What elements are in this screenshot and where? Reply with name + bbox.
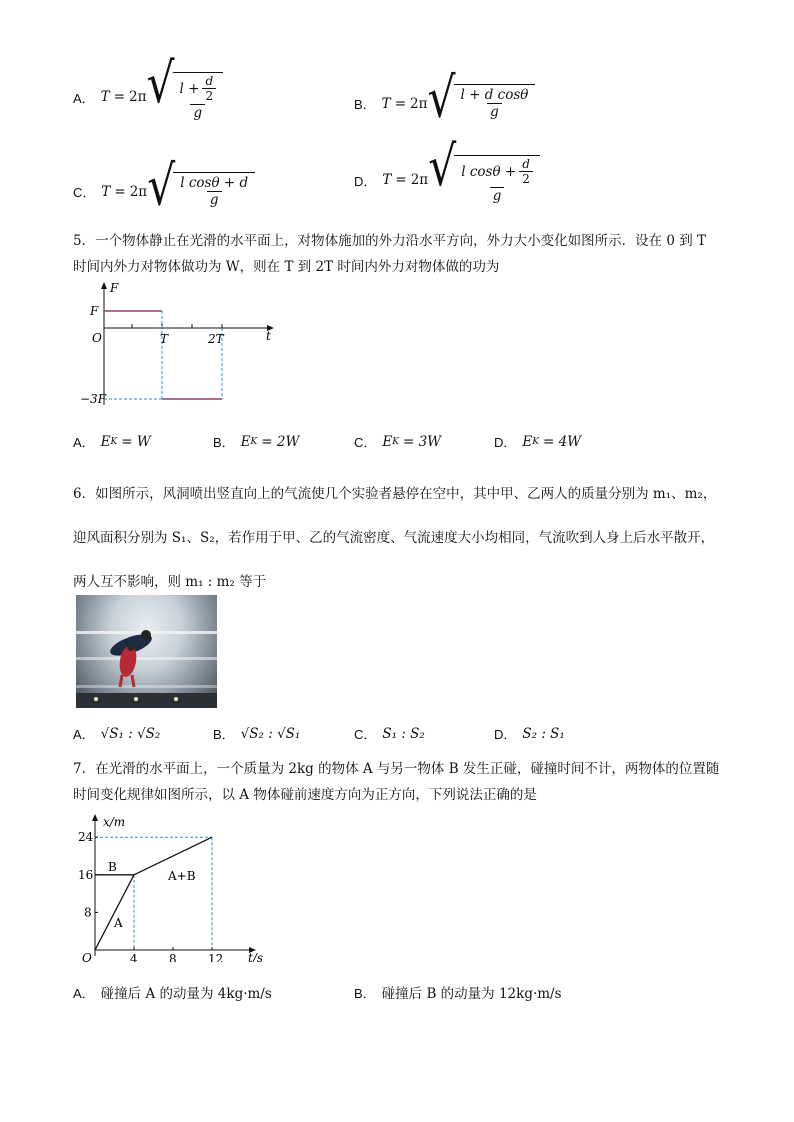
option-text: 碰撞后 A 的动量为 4kg·m/s xyxy=(100,986,272,1002)
option-symbol: E xyxy=(382,433,393,450)
x-tick-label-2t: 2T xyxy=(208,332,224,346)
q4-option-d: D． T = 2π √ l cosθ + $\frac{d}{2}$ g xyxy=(354,155,540,205)
y-tick-label: 8 xyxy=(84,905,92,920)
formula-numerator: l + d cosθ xyxy=(460,87,529,103)
formula-coef: 2π xyxy=(129,183,148,200)
q7-line-1: 7．在光滑的水平面上，一个质量为 2kg 的物体 A 与另一物体 B 发生正碰，碰撞时间不计，两物体的位置随 xyxy=(73,761,720,777)
option-text: S₂ : S₁ xyxy=(522,725,565,742)
option-value: = 2W xyxy=(261,433,300,450)
sqrt-expression: √ l cosθ + $\frac{d}{2}$ g xyxy=(428,155,540,205)
series-label-a: A xyxy=(114,916,123,930)
option-label: D． xyxy=(354,173,377,189)
option-value: = 4W xyxy=(542,433,582,450)
option-subscript: K xyxy=(392,436,399,447)
series-label-b: B xyxy=(108,860,117,874)
q5-stem xyxy=(73,228,733,280)
option-label: B． xyxy=(213,435,235,450)
inner-numerator: d xyxy=(522,157,530,171)
q6-option-d xyxy=(494,724,565,743)
origin-label: O xyxy=(82,951,92,962)
option-label: C． xyxy=(73,185,96,201)
q5-option-c xyxy=(354,432,441,451)
formula-numerator: l cosθ + xyxy=(461,164,517,181)
option-label: B． xyxy=(354,97,376,113)
q7-position-time-graph xyxy=(76,810,276,962)
formula-lhs: T xyxy=(382,172,392,189)
formula-coef: 2π xyxy=(410,172,429,189)
option-label: C． xyxy=(354,727,377,742)
formula-coef: 2π xyxy=(410,95,428,112)
option-label: A． xyxy=(73,435,95,450)
x-tick-label: 4 xyxy=(130,952,138,962)
option-value: = W xyxy=(121,433,151,450)
q6-line-3: 两人互不影响，则 m₁ : m₂ 等于 xyxy=(73,574,267,590)
flyers-figure xyxy=(76,595,217,708)
y-axis-arrow xyxy=(101,282,107,289)
q6-line-1: 6．如图所示，风洞喷出竖直向上的气流使几个实验者悬停在空中，其中甲、乙两人的质量分别为 m₁、m₂， xyxy=(73,486,717,502)
q7-line-2: 时间变化规律如图所示，以 A 物体碰前速度方向为正方向，下列说法正确的是 xyxy=(73,787,537,803)
formula-denominator: g xyxy=(490,187,505,206)
formula-denominator: g xyxy=(207,191,222,210)
q5-option-b xyxy=(213,432,299,451)
series-line-a xyxy=(95,875,134,950)
sqrt-expression: √ $\frac{\text{l cosθ + d}}{g}$ xyxy=(147,172,255,212)
origin-label: O xyxy=(92,331,102,345)
q6-option-a xyxy=(73,724,160,743)
inner-denominator: 2 xyxy=(519,171,533,186)
option-label: A． xyxy=(73,90,95,106)
option-symbol: E xyxy=(240,433,251,450)
option-symbol: E xyxy=(100,433,111,450)
option-value: = 3W xyxy=(402,433,442,450)
x-tick-label: 12 xyxy=(208,952,224,962)
option-text: S₁ : S₂ xyxy=(382,725,425,742)
option-label: A． xyxy=(73,985,95,1001)
y-tick-label-neg3f: −3F xyxy=(80,392,107,406)
q5-line-1: 5．一个物体静止在光滑的水平面上，对物体施加的外力沿水平方向，外力大小变化如图所示．设在 0 到 T xyxy=(73,233,707,249)
formula-denominator: g xyxy=(190,104,205,123)
q5-line-2: 时间内外力对物体做功为 W，则在 T 到 2T 时间内外力对物体做的功为 xyxy=(73,259,500,275)
formula-numerator: l cosθ + d xyxy=(180,175,249,191)
x-tick-label: 8 xyxy=(169,952,177,962)
q6-option-b xyxy=(213,724,300,743)
sqrt-expression: √ $\frac{\text{l + d cosθ}}{g}$ xyxy=(427,84,535,124)
y-axis-label: F xyxy=(110,281,119,295)
inner-numerator: d xyxy=(205,74,214,88)
formula-numerator: l + xyxy=(179,81,200,98)
formula-coef: 2π xyxy=(129,89,147,106)
y-axis-arrow xyxy=(92,814,98,821)
q6-line-2: 迎风面积分别为 S₁、S₂，若作用于甲、乙的气流密度、气流速度大小均相同，气流吹到人身上后水平散开， xyxy=(73,530,715,546)
option-label: B． xyxy=(354,985,376,1001)
option-label: A． xyxy=(73,727,95,742)
option-label: C． xyxy=(354,435,377,450)
q5-option-a xyxy=(73,432,151,451)
option-text: 碰撞后 B 的动量为 12kg·m/s xyxy=(381,986,562,1002)
formula-denominator: g xyxy=(487,103,502,122)
x-tick-label-t: T xyxy=(160,332,169,346)
option-label: D． xyxy=(494,435,517,450)
q7-option-a xyxy=(73,982,272,1002)
formula-lhs: T xyxy=(101,183,111,200)
q7-stem xyxy=(73,756,733,808)
y-tick-label: 16 xyxy=(78,867,94,882)
option-label: D． xyxy=(494,727,517,742)
y-tick-label-f: F xyxy=(90,304,99,318)
x-axis-label: t xyxy=(266,329,271,343)
q4-option-b: B． T = 2π √ $\frac{\text{l + d cosθ}}{g}$ xyxy=(354,84,535,124)
sqrt-expression: √ l + $\frac{d}{2}$ g xyxy=(146,72,223,122)
x-axis-label: t/s xyxy=(248,951,264,962)
option-text: √S₂ : √S₁ xyxy=(240,725,301,742)
formula-lhs: T xyxy=(381,95,391,112)
option-text: √S₁ : √S₂ xyxy=(100,725,161,742)
q5-force-graph xyxy=(80,280,280,410)
series-label-ab: A+B xyxy=(168,869,196,883)
q6-stem xyxy=(73,472,733,604)
option-subscript: K xyxy=(532,436,539,447)
inner-denominator: 2 xyxy=(202,88,216,103)
option-subscript: K xyxy=(250,436,258,447)
y-axis-label: x/m xyxy=(103,815,126,829)
q5-option-d xyxy=(494,432,581,451)
q6-option-c xyxy=(354,724,425,743)
option-label: B． xyxy=(213,727,235,742)
wind-tunnel-photo xyxy=(76,595,217,708)
q7-option-b xyxy=(354,982,562,1002)
option-symbol: E xyxy=(522,433,533,450)
option-subscript: K xyxy=(110,436,118,447)
q4-option-a: A． T = 2π √ l + $\frac{d}{2}$ g xyxy=(73,72,223,122)
y-tick-label: 24 xyxy=(78,830,94,845)
formula-lhs: T xyxy=(100,89,110,106)
q4-option-c: C． T = 2π √ $\frac{\text{l cosθ + d}}{g}$ xyxy=(73,172,255,212)
